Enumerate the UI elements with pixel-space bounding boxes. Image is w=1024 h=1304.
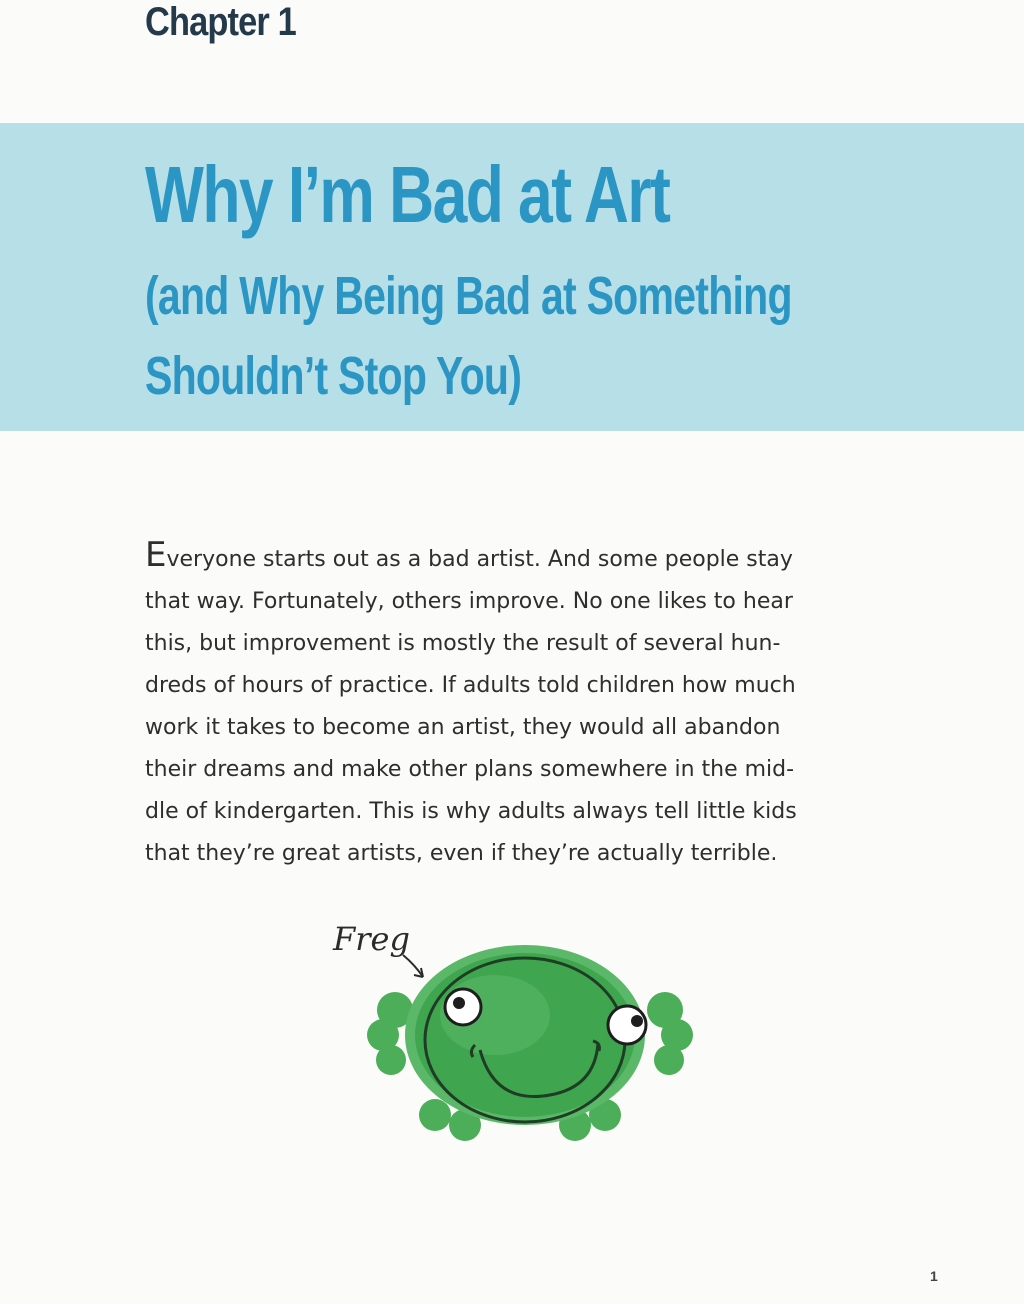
- subtitle-line: Shouldn’t Stop You): [145, 346, 522, 406]
- first-line-text: veryone starts out as a bad artist. And some people stay: [166, 547, 793, 572]
- body-paragraph: [145, 535, 905, 875]
- arrow-icon: [403, 955, 423, 977]
- freg-label: Freg: [333, 920, 410, 958]
- paragraph-line: that they’re great artists, even if they’re actually terrible.: [145, 841, 778, 866]
- chapter-title: Why I’m Bad at Art: [145, 150, 670, 239]
- subtitle-line: (and Why Being Bad at Something: [145, 266, 792, 326]
- page-number: 1: [930, 1268, 938, 1284]
- eye-icon: [608, 1006, 646, 1044]
- paragraph-line: their dreams and make other plans somewhere in the mid-: [145, 757, 795, 782]
- paragraph-line: that way. Fortunately, others improve. No one likes to hear: [145, 589, 793, 614]
- eye-icon: [445, 989, 481, 1025]
- paragraph-line: [145, 535, 905, 581]
- paragraph-line: dle of kindergarten. This is why adults always tell little kids: [145, 799, 797, 824]
- paragraph-line: dreds of hours of practice. If adults told children how much: [145, 673, 796, 698]
- paragraph-line: this, but improvement is mostly the result of several hun-: [145, 631, 781, 656]
- chapter-label: Chapter 1: [145, 0, 296, 44]
- frog-drawing: [325, 915, 735, 1155]
- paragraph-line: work it takes to become an artist, they would all abandon: [145, 715, 781, 740]
- chapter-subtitle: [145, 256, 792, 416]
- drop-cap: E: [145, 535, 167, 575]
- frog-illustration: [325, 915, 735, 1155]
